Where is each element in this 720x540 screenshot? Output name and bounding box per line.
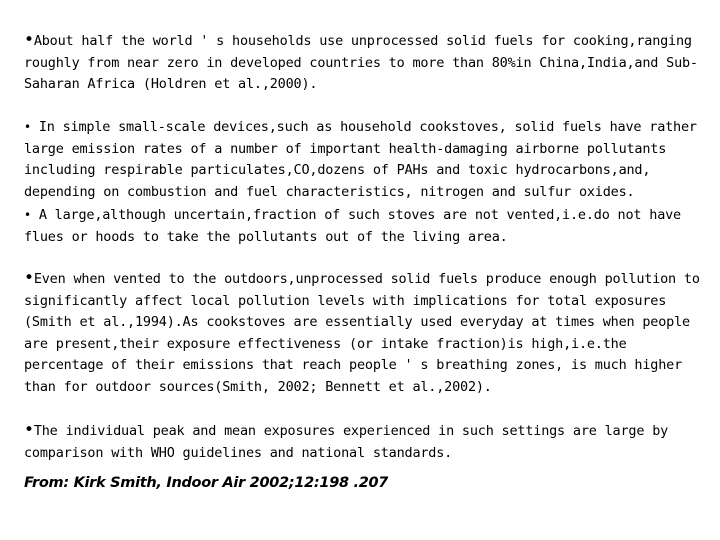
paragraph-exposures-who <box>24 420 700 464</box>
bullet-icon: • <box>24 420 34 440</box>
bullet-icon: • <box>24 208 31 222</box>
paragraph-text: Even when vented to the outdoors,unprocessed solid fuels produce enough pollution to significantly affect local pollution levels with implications for total exposures (Smith et al.,1994).As cookstoves are essentially used everyday at times when people are present,their exposure effectiveness (or intake fraction)is high,i.e.the percentage of their emissions that reach people ' s breathing zones, is much higher than for outdoor sources(Smith, 2002; Bennett et al.,2002). <box>24 271 700 395</box>
bullet-icon: • <box>24 30 34 50</box>
bullet-icon: • <box>24 120 31 134</box>
paragraph-text: About half the world ' s households use unprocessed solid fuels for cooking,ranging roughly from near zero in developed countries to more than 80%in China,India,and Sub-Saharan Africa (Holdren et al.,2000). <box>24 33 698 92</box>
paragraph-text: In simple small-scale devices,such as household cookstoves, solid fuels have rather large emission rates of a number of important health-damaging airborne pollutants including respirable particulates,CO,dozens of PAHs and toxic hydrocarbons,and, depending on combustion and fuel characteristics, nitrogen and sulfur oxides. <box>24 119 697 200</box>
bullet-icon: • <box>24 268 34 288</box>
paragraph-unvented-stoves <box>24 205 700 248</box>
paragraph-text: A large,although uncertain,fraction of such stoves are not vented,i.e.do not have flues or hoods to take the pollutants out of the living area. <box>24 207 681 245</box>
paragraph-household-solid-fuels <box>24 30 700 96</box>
paragraph-vented-outdoors <box>24 268 700 398</box>
citation: From: Kirk Smith, Indoor Air 2002;12:198 .207 <box>24 475 389 491</box>
paragraph-emission-rates <box>24 117 700 203</box>
paragraph-text: The individual peak and mean exposures experienced in such settings are large by comparison with WHO guidelines and national standards. <box>24 423 669 461</box>
